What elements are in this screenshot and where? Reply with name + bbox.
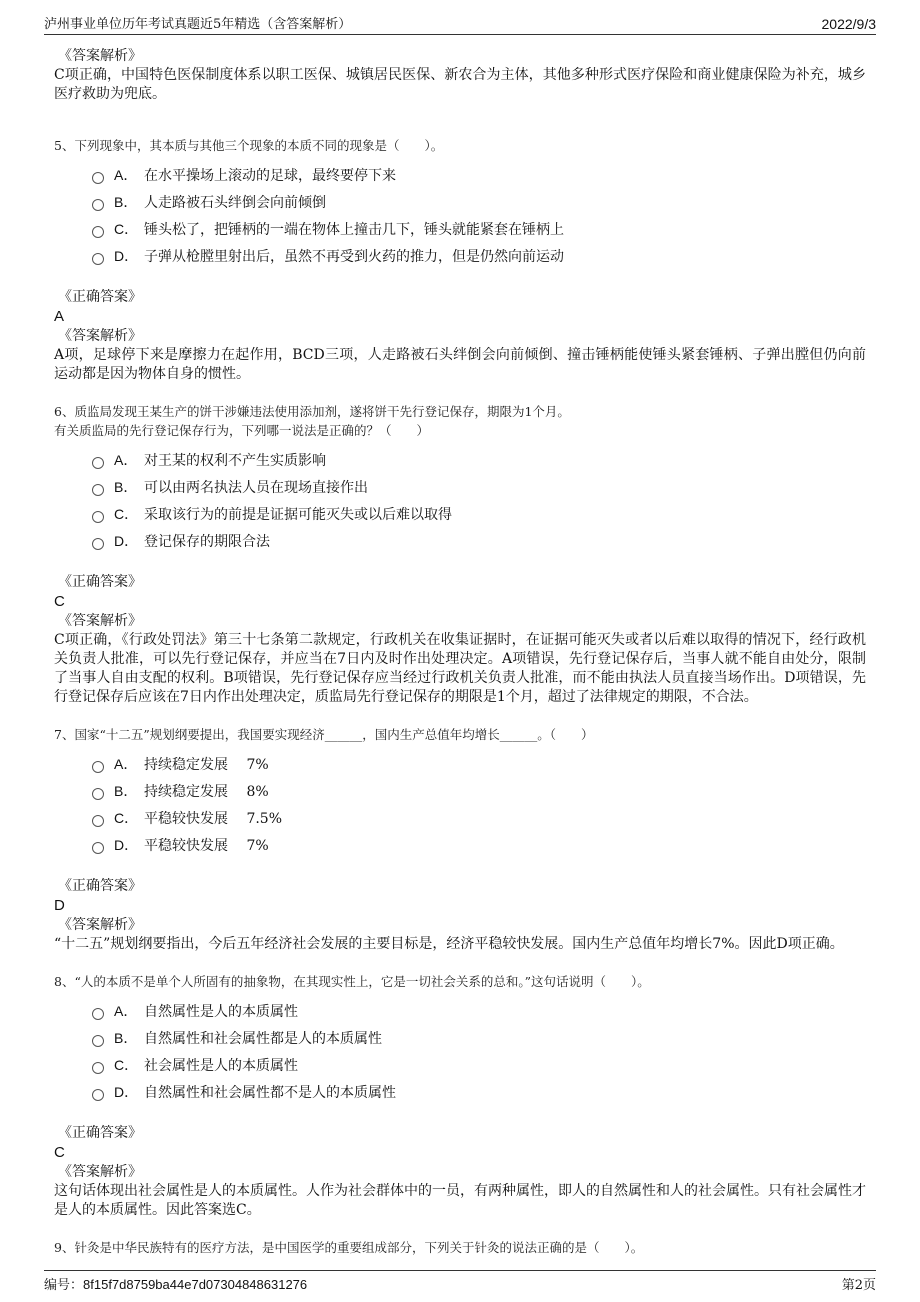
radio-icon[interactable] (92, 842, 104, 854)
question-block (54, 972, 866, 1220)
answer-label: 《正确答案》 (58, 574, 142, 590)
question-text-cont: 有关质监局的先行登记保存行为，下列哪一说法是正确的？（ ） (54, 423, 430, 438)
question-block (54, 725, 866, 954)
page-number: 第2页 (841, 1278, 876, 1293)
radio-icon[interactable] (92, 172, 104, 184)
option-a[interactable]: A． 对王某的权利不产生实质影响 (92, 446, 866, 473)
question-text: 5、下列现象中，其本质与其他三个现象的本质不同的现象是（ ）。 (54, 138, 444, 153)
explanation-text: C项正确，中国特色医保制度体系以职工医保、城镇居民医保、新农合为主体，其他多种形式医疗保险和商业健康保险为补充，城乡医疗救助为兜底。 (54, 67, 866, 102)
answer-label: 《正确答案》 (58, 1125, 142, 1141)
document-title: 泸州事业单位历年考试真题近5年精选（含答案解析） (44, 17, 352, 32)
radio-icon[interactable] (92, 1008, 104, 1020)
radio-icon[interactable] (92, 1062, 104, 1074)
answer-value: D (54, 897, 65, 914)
answer-value: C (54, 593, 65, 610)
radio-icon[interactable] (92, 1089, 104, 1101)
option-b[interactable]: B． 持续稳定发展 8% (92, 777, 866, 804)
option-d[interactable]: D． 平稳较快发展 7% (92, 831, 866, 858)
radio-icon[interactable] (92, 484, 104, 496)
radio-icon[interactable] (92, 226, 104, 238)
option-d[interactable]: D． 登记保存的期限合法 (92, 527, 866, 554)
option-b[interactable]: B． 自然属性和社会属性都是人的本质属性 (92, 1024, 866, 1051)
radio-icon[interactable] (92, 199, 104, 211)
radio-icon[interactable] (92, 511, 104, 523)
explanation-label: 《答案解析》 (58, 613, 142, 629)
explanation-label: 《答案解析》 (58, 1164, 142, 1180)
option-list (92, 750, 866, 858)
radio-icon[interactable] (92, 538, 104, 550)
question-text: 7、国家“十二五”规划纲要提出，我国要实现经济______，国内生产总值年均增长______。（ ） (54, 727, 594, 742)
question-block (54, 402, 866, 707)
option-c[interactable]: C． 平稳较快发展 7.5% (92, 804, 866, 831)
document-body (54, 46, 866, 1257)
question-text: 6、质监局发现王某生产的饼干涉嫌违法使用添加剂，遂将饼干先行登记保存，期限为1个月。 (54, 404, 570, 419)
explanation-text: “十二五”规划纲要指出，今后五年经济社会发展的主要目标是，经济平稳较快发展。国内生产总值年均增长7%。因此D项正确。 (54, 936, 844, 952)
option-list (92, 161, 866, 269)
option-a[interactable]: A． 在水平操场上滚动的足球，最终要停下来 (92, 161, 866, 188)
explanation-label: 《答案解析》 (58, 48, 142, 64)
option-b[interactable]: B． 人走路被石头绊倒会向前倾倒 (92, 188, 866, 215)
page-footer (44, 1274, 876, 1293)
option-list (92, 997, 866, 1105)
radio-icon[interactable] (92, 253, 104, 265)
option-b[interactable]: B． 可以由两名执法人员在现场直接作出 (92, 473, 866, 500)
option-c[interactable]: C． 采取该行为的前提是证据可能灭失或以后难以取得 (92, 500, 866, 527)
explanation-text: A项，足球停下来是摩擦力在起作用，BCD三项，人走路被石头绊倒会向前倾倒、撞击锤柄能使锤头紧套锤柄、子弹出膛但仍向前运动都是因为物体自身的惯性。 (54, 347, 866, 382)
option-c[interactable]: C． 社会属性是人的本质属性 (92, 1051, 866, 1078)
option-c[interactable]: C． 锤头松了，把锤柄的一端在物体上撞击几下，锤头就能紧套在锤柄上 (92, 215, 866, 242)
option-list (92, 446, 866, 554)
question-text: 8、“人的本质不是单个人所固有的抽象物，在其现实性上，它是一切社会关系的总和。”这句话说明（ ）。 (54, 974, 650, 989)
question-block (54, 136, 866, 384)
answer-value: A (54, 308, 65, 325)
document-code: 编号：8f15f7d8759ba44e7d07304848631276 (44, 1277, 308, 1293)
option-a[interactable]: A． 持续稳定发展 7% (92, 750, 866, 777)
question-text: 9、针灸是中华民族特有的医疗方法，是中国医学的重要组成部分，下列关于针灸的说法正确的是（ ）。 (54, 1240, 644, 1255)
option-a[interactable]: A． 自然属性是人的本质属性 (92, 997, 866, 1024)
document-date: 2022/9/3 (821, 16, 876, 32)
footer-rule (44, 1270, 876, 1272)
explanation-label: 《答案解析》 (58, 328, 142, 344)
answer-label: 《正确答案》 (58, 289, 142, 305)
answer-value: C (54, 1144, 65, 1161)
radio-icon[interactable] (92, 1035, 104, 1047)
radio-icon[interactable] (92, 457, 104, 469)
page-header (44, 8, 876, 35)
radio-icon[interactable] (92, 815, 104, 827)
explanation-label: 《答案解析》 (58, 917, 142, 933)
explanation-text: C项正确，《行政处罚法》第三十七条第二款规定，行政机关在收集证据时，在证据可能灭失或者以后难以取得的情况下，经行政机关负责人批准，可以先行登记保存，并应当在7日内及时作出处理决定。A项错误，先行登记保存后，当事人就不能自由处分，限制了当事人自由支配的权利。B项错误，先行登记保存应当经过行政机关负责人批准，而不能由执法人员直接当场作出。D项错误，先行登记保存后应该在7日内作出处理决定，质监局先行登记保存的期限是1个月，超过了法律规定的期限，不合法。 (54, 632, 866, 705)
option-d[interactable]: D． 自然属性和社会属性都不是人的本质属性 (92, 1078, 866, 1105)
radio-icon[interactable] (92, 761, 104, 773)
option-d[interactable]: D． 子弹从枪膛里射出后，虽然不再受到火药的推力，但是仍然向前运动 (92, 242, 866, 269)
explanation-text: 这句话体现出社会属性是人的本质属性。人作为社会群体中的一员，有两种属性，即人的自然属性和人的社会属性。只有社会属性才是人的本质属性。因此答案选C。 (54, 1183, 866, 1218)
answer-label: 《正确答案》 (58, 878, 142, 894)
radio-icon[interactable] (92, 788, 104, 800)
